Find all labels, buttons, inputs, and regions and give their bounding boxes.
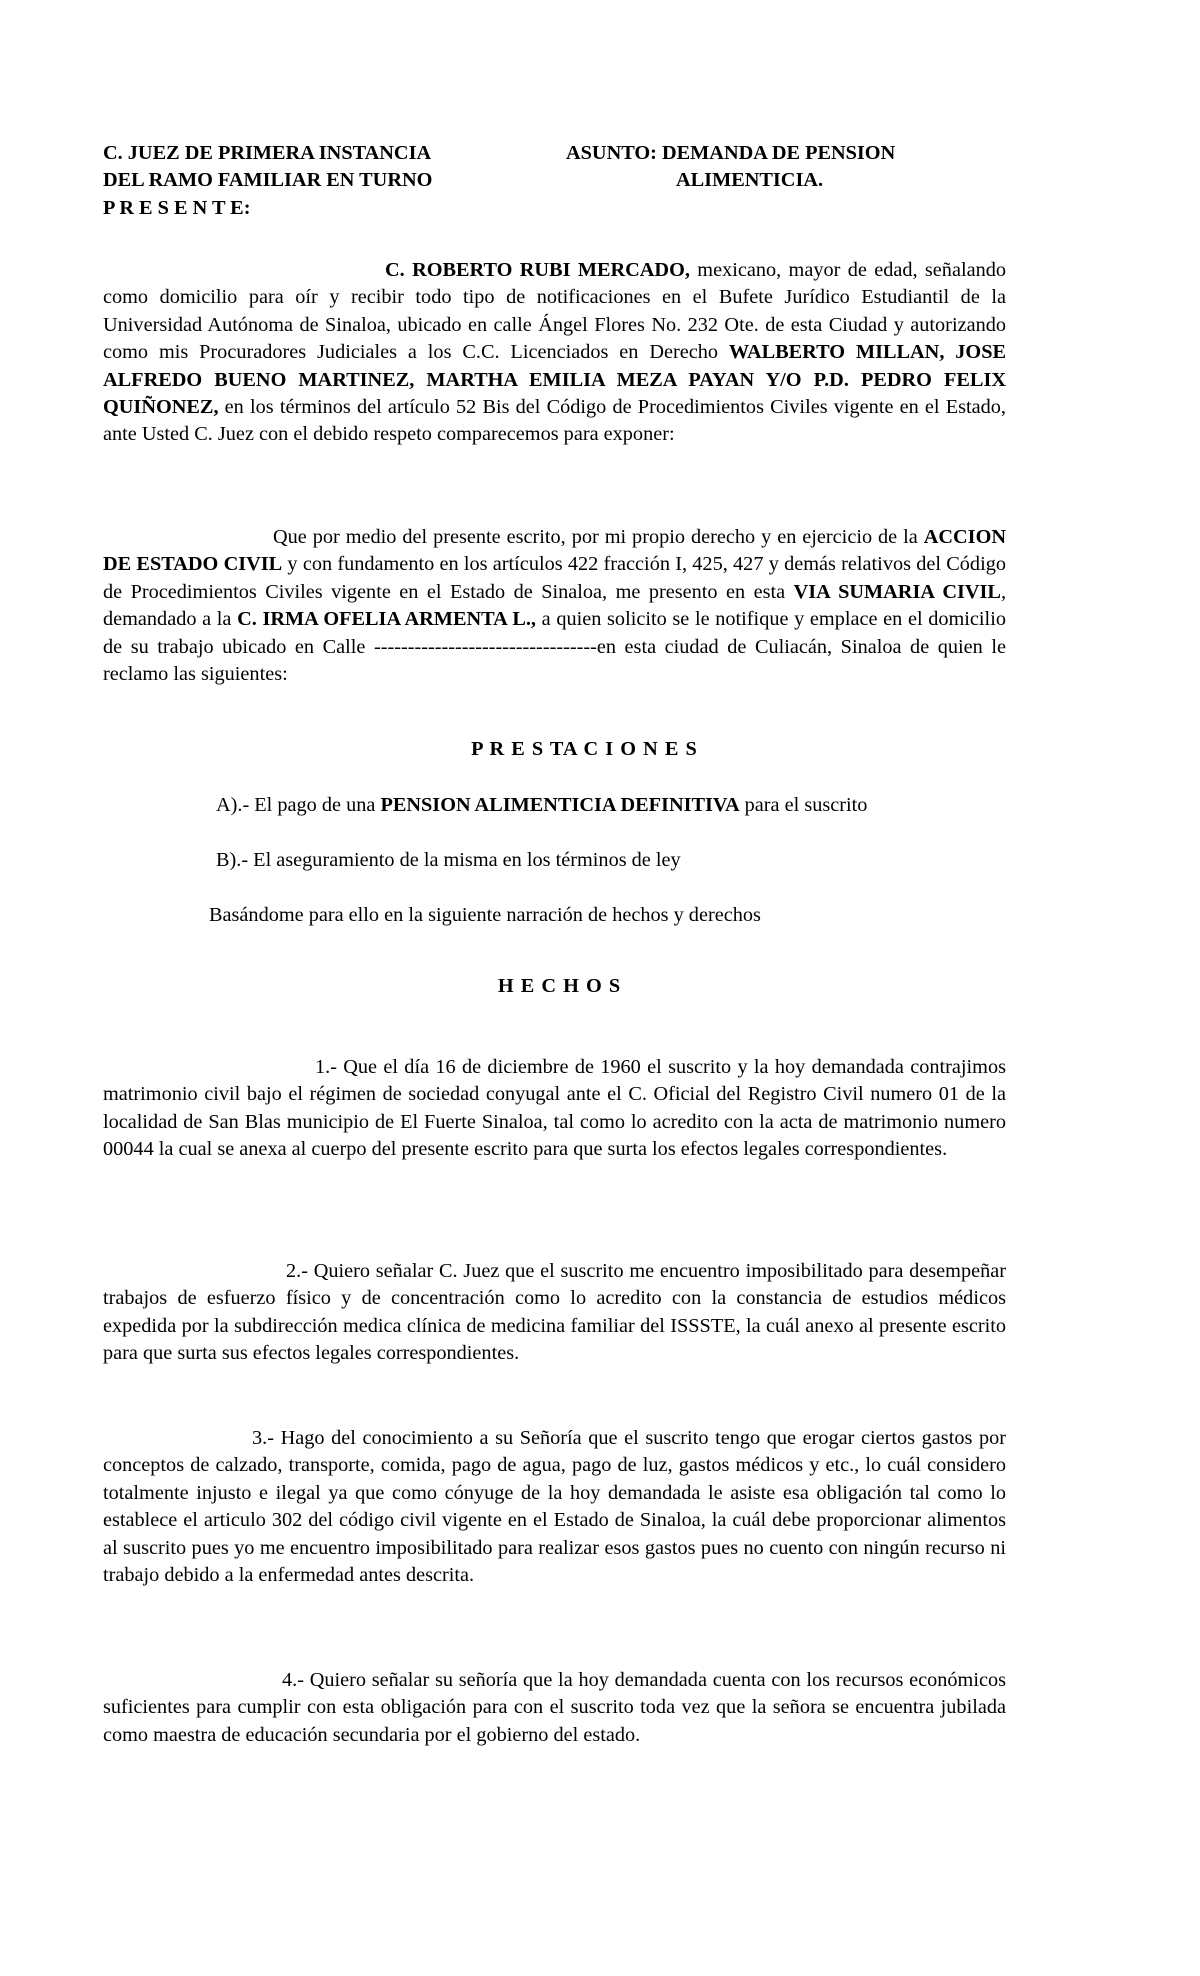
document-header <box>103 140 1006 222</box>
hecho-3 <box>103 1425 1006 1589</box>
prestacion-a-prefix: A).- El pago de una <box>216 794 381 816</box>
prestacion-a-suffix: para el suscrito <box>739 794 868 816</box>
basis-line <box>103 902 1006 929</box>
hecho-4-text: 4.- Quiero señalar su señoría que la hoy demandada cuenta con los recursos económicos suficientes para cumplir con esta obligación para con el suscrito toda vez que la señora se encuentra jubilada como maestra de educación secundaria por el gobierno del estado. <box>103 1669 1006 1746</box>
court-line-2: DEL RAMO FAMILIAR EN TURNO <box>103 169 433 192</box>
court-line-1: C. JUEZ DE PRIMERA INSTANCIA <box>103 142 432 164</box>
prestaciones-heading-block <box>103 736 1006 763</box>
prestacion-a-bold: PENSION ALIMENTICIA DEFINITIVA <box>380 794 740 816</box>
via-name: VIA SUMARIA CIVIL <box>793 580 1001 603</box>
prestacion-b-text: B).- El aseguramiento de la misma en los términos de ley <box>216 849 681 871</box>
hechos-heading-block <box>103 973 1006 1000</box>
prestaciones-heading: P R E S TA C I O N E S <box>471 738 698 760</box>
subject-line-1: ASUNTO: DEMANDA DE PENSION <box>566 142 896 164</box>
claim-text-2: y con fundamento en los artículos 422 fracción I, 425, 427 y demás relativos del Código de Procedimientos Civiles vigente en el Estado de Sinaloa, me presento en esta <box>103 553 1006 603</box>
addressee-block <box>103 140 523 222</box>
claim-text-5: en esta ciudad de Culiacán, Sinaloa de quien le reclamo las siguientes: <box>103 635 1006 686</box>
intro-paragraph <box>103 257 1006 449</box>
claim-text-3: , demandado a la <box>103 580 1007 631</box>
lawyers-names: WALBERTO MILLAN, JOSE ALFREDO BUENO MARTINEZ, MARTHA EMILIA MEZA PAYAN Y/O P.D. PEDRO FELIX QUIÑONEZ, <box>103 341 1007 419</box>
hecho-2 <box>103 1258 1006 1368</box>
claim-text-1: Que por medio del presente escrito, por mi propio derecho y en ejercicio de la <box>273 526 924 548</box>
address-blank: --------------------------------- <box>373 635 597 658</box>
subject-block <box>566 140 1006 222</box>
court-line-3: P R E S E N T E: <box>103 196 251 219</box>
hecho-1-text: 1.- Que el día 16 de diciembre de 1960 el suscrito y la hoy demandada contrajimos matrimonio civil bajo el régimen de sociedad conyugal ante el C. Oficial del Registro Civil numero 01 de la localidad de San Blas municipio de El Fuerte Sinaloa, tal como lo acredito con la acta de matrimonio numero 00044 la cual se anexa al cuerpo del presente escrito para que surta los efectos legales correspondientes. <box>103 1056 1006 1161</box>
prestacion-b <box>103 847 1006 874</box>
hecho-4 <box>103 1667 1006 1749</box>
basis-text: Basándome para ello en la siguiente narración de hechos y derechos <box>209 904 761 926</box>
intro-text-1: mexicano, mayor de edad, señalando como domicilio para oír y recibir todo tipo de notificaciones en el Bufete Jurídico Estudiantil de la Universidad Autónoma de Sinaloa, ubicado en calle Ángel Flores No. 232 Ote. de esta Ciudad y autorizando como mis Procuradores Judiciales a los C.C. Licenciados en Derecho <box>103 259 1006 364</box>
defendant-name: C. IRMA OFELIA ARMENTA L., <box>237 608 536 631</box>
hecho-2-text: 2.- Quiero señalar C. Juez que el suscrito me encuentro imposibilitado para desempeñar trabajos de esfuerzo físico y de concentración como lo acredito con la constancia de estudios médicos expedida por la subdirección medica clínica de medicina familiar del ISSSTE, la cuál anexo al presente escrito para que surta sus efectos legales correspondientes. <box>103 1260 1006 1365</box>
plaintiff-name: C. ROBERTO RUBI MERCADO, <box>385 259 690 281</box>
hecho-3-text: 3.- Hago del conocimiento a su Señoría que el suscrito tengo que erogar ciertos gastos por conceptos de calzado, transporte, comida, pago de agua, pago de luz, gastos médicos y etc., lo cuál considero totalmente injusto e ilegal ya que como cónyuge de la hoy demandada le asiste esa obligación tal como lo establece el articulo 302 del código civil vigente en el Estado de Sinaloa, la cuál debe proporcionar alimentos al suscrito pues yo me encuentro imposibilitado para realizar esos gastos pues no cuento con ningún recurso ni trabajo debido a la enfermedad antes descrita. <box>103 1427 1006 1587</box>
subject-line-2: ALIMENTICIA. <box>676 169 824 192</box>
prestacion-a <box>103 792 1006 819</box>
action-name: ACCION DE ESTADO CIVIL <box>103 526 1006 576</box>
claim-paragraph <box>103 524 1006 688</box>
hechos-heading: H E C H O S <box>497 975 622 997</box>
intro-text-2: en los términos del artículo 52 Bis del Código de Procedimientos Civiles vigente en el Estado, ante Usted C. Juez con el debido respeto comparecemos para exponer: <box>103 396 1006 446</box>
claim-text-4: a quien solicito se le notifique y emplace en el domicilio de su trabajo ubicado en Calle <box>103 608 1006 658</box>
hecho-1 <box>103 1054 1006 1164</box>
